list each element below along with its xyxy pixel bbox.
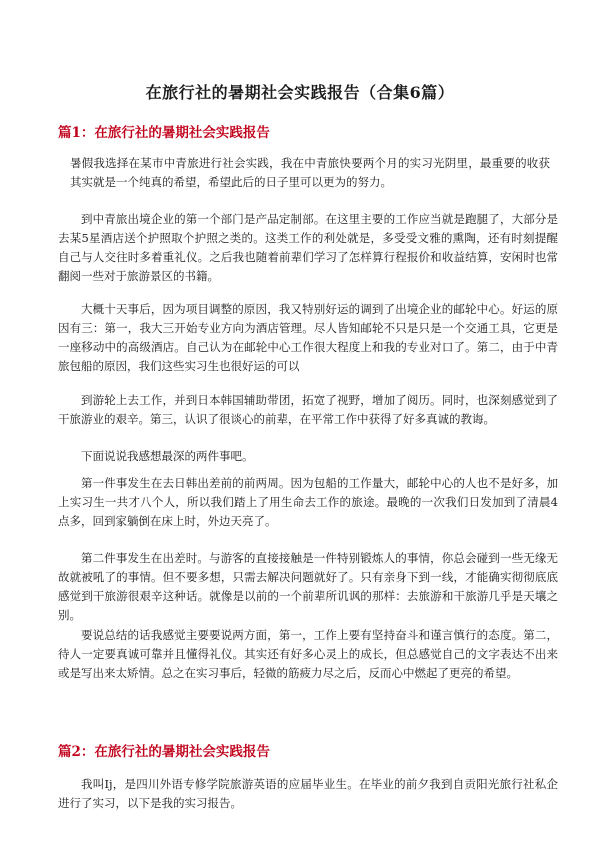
document-title: 在旅行社的暑期社会实践报告（合集6篇） [145,83,455,102]
section-2-paragraph-1: 我叫Ij，是四川外语专修学院旅游英语的应届毕业生。在毕业的前夕我到自贡阳光旅行社私企进行了实习，以下是我的实习报告。 [58,777,558,810]
section-1-paragraph-6: 第一件事发生在去日韩出差前的前两周。因为包船的工作量大，邮轮中心的人也不是好多，加上实习生一共才八个人，所以我们踏上了用生命去工作的旅途。最晚的一次我们日发加到了清晨4点多，回到家躺倒在床上时，外边天亮了。 [58,476,558,528]
section-1-paragraph-3: 大概十天事后，因为项目调整的原因，我又特别好运的调到了出境企业的邮轮中心。好运的原因有三：第一，我大三开始专业方向为酒店管理。尽人皆知邮轮不只是只是一个交通工具，它更是一座移动中的高级酒店。自己认为在邮轮中心工作很大程度上和我的专业对口了。第二，由于中青旅包船的原因，我们这些实习生也很好运的可以 [58,302,558,373]
section-1-paragraph-2: 到中青旅出境企业的第一个部门是产品定制部。在这里主要的工作应当就是跑腿了，大部分是去某5星酒店送个护照取个护照之类的。这类工作的利处就是，多受受文雅的熏陶，还有时刻提醒自己与人交往时多着重礼仪。之后我也随着前辈们学习了怎样算行程报价和收益结算，安闲时也常翻阅一些对于旅游景区的书籍。 [58,212,558,283]
section-1-paragraph-4: 到游轮上去工作，并到日本韩国辅助带团，拓宽了视野，增加了阅历。同时，也深刻感觉到了干旅游业的艰辛。第三，认识了很谈心的前辈，在平常工作中获得了好多真诚的教诲。 [58,393,558,426]
section-1-paragraph-1: 暑假我选择在某市中青旅进行社会实践，我在中青旅快要两个月的实习光阴里，最重要的收获其实就是一个纯真的希望，希望此后的日子里可以更为的努力。 [70,156,550,189]
section-1-paragraph-8: 要说总结的话我感觉主要要说两方面，第一，工作上要有坚持奋斗和谨言慎行的态度。第二，待人一定要真诚可靠并且懂得礼仪。其实还有好多心灵上的成长，但总感觉自己的文字表达不出来或是写出来太矫情。总之在实习事后，轻微的筋疲力尽之后，反而心中燃起了更亮的希望。 [58,628,558,680]
section-1-paragraph-7: 第二件事发生在出差时。与游客的直接接触是一件特别锻炼人的事情，你总会碰到一些无缘无故就被吼了的事情。但不要多想，只需去解决问题就好了。只有亲身下到一线，才能确实彻彻底底感觉到干旅游很艰辛这种话。就像是以前的一个前辈所讥讽的那样：去旅游和干旅游几乎是天壤之别。 [58,551,558,622]
section-2-heading: 篇2：在旅行社的暑期社会实践报告 [58,744,270,760]
section-1-paragraph-5: 下面说说我感想最深的两件事吧。 [81,449,254,463]
section-1-heading: 篇1：在旅行社的暑期社会实践报告 [58,125,270,141]
